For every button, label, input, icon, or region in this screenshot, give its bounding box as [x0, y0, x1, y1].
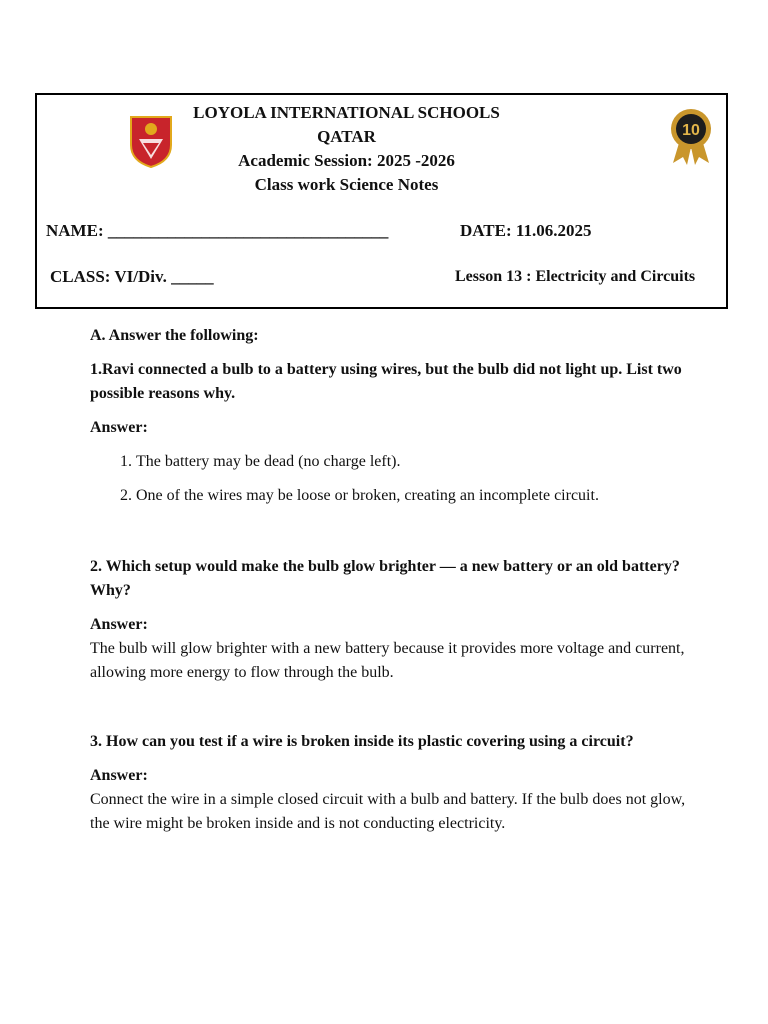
- date-field: DATE: 11.06.2025: [460, 221, 592, 240]
- class-field: CLASS: VI/Div. _____: [50, 267, 214, 286]
- question-2: 2. Which setup would make the bulb glow brighter — a new battery or an old battery? Why?: [90, 558, 680, 599]
- name-field: NAME: _________________________________: [46, 221, 389, 240]
- question-block-3: [90, 730, 690, 836]
- header-box: [35, 93, 728, 309]
- answer-label-2: Answer:: [90, 616, 148, 633]
- answer-text-3: Connect the wire in a simple closed circuit with a bulb and battery. If the bulb does not glow, the wire might be broken inside and is not conducting electricity.: [90, 791, 686, 832]
- school-country: QATAR: [317, 127, 376, 146]
- school-name: LOYOLA INTERNATIONAL SCHOOLS: [193, 103, 500, 122]
- question-1: 1.Ravi connected a bulb to a battery using wires, but the bulb did not light up. List two possible reasons why.: [90, 361, 682, 402]
- medal-number: 10: [682, 122, 700, 139]
- question-block-1: [90, 358, 690, 508]
- notes-subtitle: Class work Science Notes: [254, 175, 439, 194]
- answer-label-3: Answer:: [90, 767, 148, 784]
- list-item: 1. The battery may be dead (no charge left).: [136, 450, 690, 474]
- anniversary-medal-icon: [667, 107, 715, 167]
- list-item: 2. One of the wires may be loose or broken, creating an incomplete circuit.: [136, 484, 690, 508]
- question-3: 3. How can you test if a wire is broken inside its plastic covering using a circuit?: [90, 733, 634, 750]
- question-block-2: [90, 555, 690, 685]
- academic-session: Academic Session: 2025 -2026: [238, 151, 455, 170]
- answer-text-2: The bulb will glow brighter with a new battery because it provides more voltage and current, allowing more energy to flow through the bulb.: [90, 640, 685, 681]
- answer-list-1: [90, 450, 690, 508]
- lesson-field: Lesson 13 : Electricity and Circuits: [455, 268, 696, 285]
- section-heading: A. Answer the following:: [90, 327, 259, 344]
- answer-label-1: Answer:: [90, 419, 148, 436]
